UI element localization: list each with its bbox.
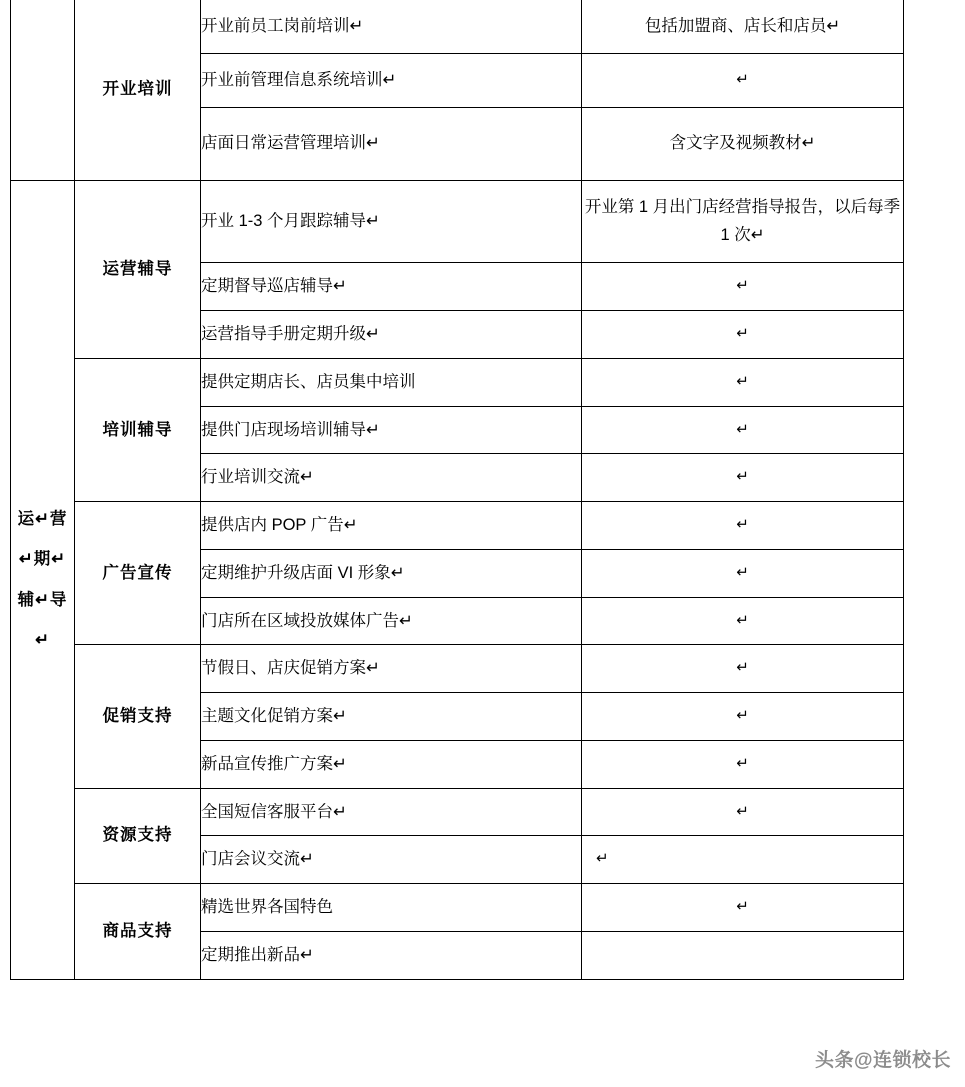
subgroup-label-product-support: 商品支持: [75, 884, 201, 980]
item-cell: [201, 788, 582, 836]
note-text: 含文字及视频教材↵: [669, 134, 816, 153]
note-cell: [582, 597, 904, 645]
subgroup-label-advertising: 广告宣传: [75, 502, 201, 645]
item-text: 主题文化促销方案↵: [201, 707, 347, 725]
item-cell: [201, 311, 582, 359]
item-text: 开业前员工岗前培训↵: [201, 17, 364, 35]
watermark: [815, 1045, 951, 1072]
item-text: 提供门店现场培训辅导↵: [201, 420, 380, 439]
group-label-text: 运↵营↵期↵辅↵导↵: [17, 509, 68, 649]
item-cell: [201, 0, 582, 53]
item-text: 定期维护升级店面 VI 形象↵: [201, 563, 405, 582]
item-text: 节假日、店庆促销方案↵: [201, 659, 380, 678]
note-text: ↵: [736, 660, 749, 677]
item-cell: [201, 53, 582, 107]
table-row: [11, 502, 904, 550]
item-text: 新品宣传推广方案↵: [201, 754, 347, 773]
note-cell: [582, 788, 904, 836]
note-text: ↵: [596, 851, 609, 868]
note-text: ↵: [736, 71, 749, 88]
subgroup-label-resource-support: 资源支持: [75, 788, 201, 884]
note-text: ↵: [736, 899, 749, 916]
note-text: ↵: [736, 612, 749, 629]
table-row: [11, 358, 904, 406]
note-text: ↵: [736, 469, 749, 486]
note-text: ↵: [736, 517, 749, 534]
item-text: 定期督导巡店辅导↵: [201, 277, 347, 296]
item-cell: [201, 836, 582, 884]
item-cell: [201, 180, 582, 263]
note-cell: [582, 549, 904, 597]
item-cell: [201, 884, 582, 932]
note-cell: [582, 53, 904, 107]
item-cell: [201, 358, 582, 406]
item-cell: [201, 454, 582, 502]
table-row: [11, 645, 904, 693]
item-text: 开业前管理信息系统培训↵: [201, 70, 397, 89]
note-cell: [582, 180, 904, 263]
note-cell: [582, 740, 904, 788]
note-text: ↵: [736, 278, 749, 295]
item-text: 店面日常运营管理培训↵: [201, 134, 380, 153]
table-row: [11, 788, 904, 836]
item-text: 门店会议交流↵: [201, 850, 314, 869]
item-text: 全国短信客服平台↵: [201, 802, 347, 821]
item-text: 门店所在区域投放媒体广告↵: [201, 611, 413, 630]
item-cell: [201, 502, 582, 550]
note-text: 包括加盟商、店长和店员↵: [644, 17, 841, 35]
note-text: ↵: [736, 564, 749, 581]
note-cell: [582, 107, 904, 180]
group-cell-empty: [11, 0, 75, 180]
item-text: 运营指导手册定期升级↵: [201, 325, 380, 343]
note-cell: [582, 263, 904, 311]
group-label-operation-period: [11, 180, 75, 979]
item-text: 精选世界各国特色: [201, 898, 333, 916]
subgroup-label-promotion-support: 促销支持: [75, 645, 201, 788]
note-cell: [582, 358, 904, 406]
item-text: 提供店内 POP 广告↵: [201, 516, 358, 534]
note-text: [582, 943, 903, 967]
watermark-text: 头条@连锁校长: [814, 1050, 951, 1071]
subgroup-label-operation-guidance: 运营辅导: [75, 180, 201, 358]
note-cell: [582, 836, 904, 884]
note-cell: [582, 884, 904, 932]
item-cell: [201, 597, 582, 645]
note-text: ↵: [736, 421, 749, 438]
note-cell: [582, 406, 904, 454]
note-cell: [582, 931, 904, 979]
note-text: ↵: [736, 708, 749, 725]
item-cell: [201, 931, 582, 979]
item-cell: [201, 645, 582, 693]
note-text: ↵: [736, 326, 749, 343]
franchise-support-table: [10, 0, 904, 980]
table-row: [11, 0, 904, 53]
note-cell: [582, 502, 904, 550]
item-text: 行业培训交流↵: [201, 468, 314, 487]
note-text: 开业第 1 月出门店经营指导报告，以后每季 1 次↵: [584, 197, 901, 245]
note-cell: [582, 0, 904, 53]
item-cell: [201, 107, 582, 180]
note-cell: [582, 454, 904, 502]
note-cell: [582, 645, 904, 693]
note-text: ↵: [736, 755, 749, 772]
note-text: ↵: [736, 803, 749, 820]
item-text: 定期推出新品↵: [201, 945, 314, 964]
table-row: [11, 180, 904, 263]
note-cell: [582, 311, 904, 359]
item-text: 开业 1-3 个月跟踪辅导↵: [201, 212, 380, 230]
item-cell: [201, 549, 582, 597]
note-text: ↵: [736, 373, 749, 390]
table-row: [11, 884, 904, 932]
subgroup-label-opening-training: 开业培训: [75, 0, 201, 180]
item-cell: [201, 740, 582, 788]
note-cell: [582, 693, 904, 741]
item-text: 提供定期店长、店员集中培训: [201, 372, 416, 391]
item-cell: [201, 406, 582, 454]
item-cell: [201, 263, 582, 311]
subgroup-label-training-guidance: 培训辅导: [75, 358, 201, 501]
item-cell: [201, 693, 582, 741]
